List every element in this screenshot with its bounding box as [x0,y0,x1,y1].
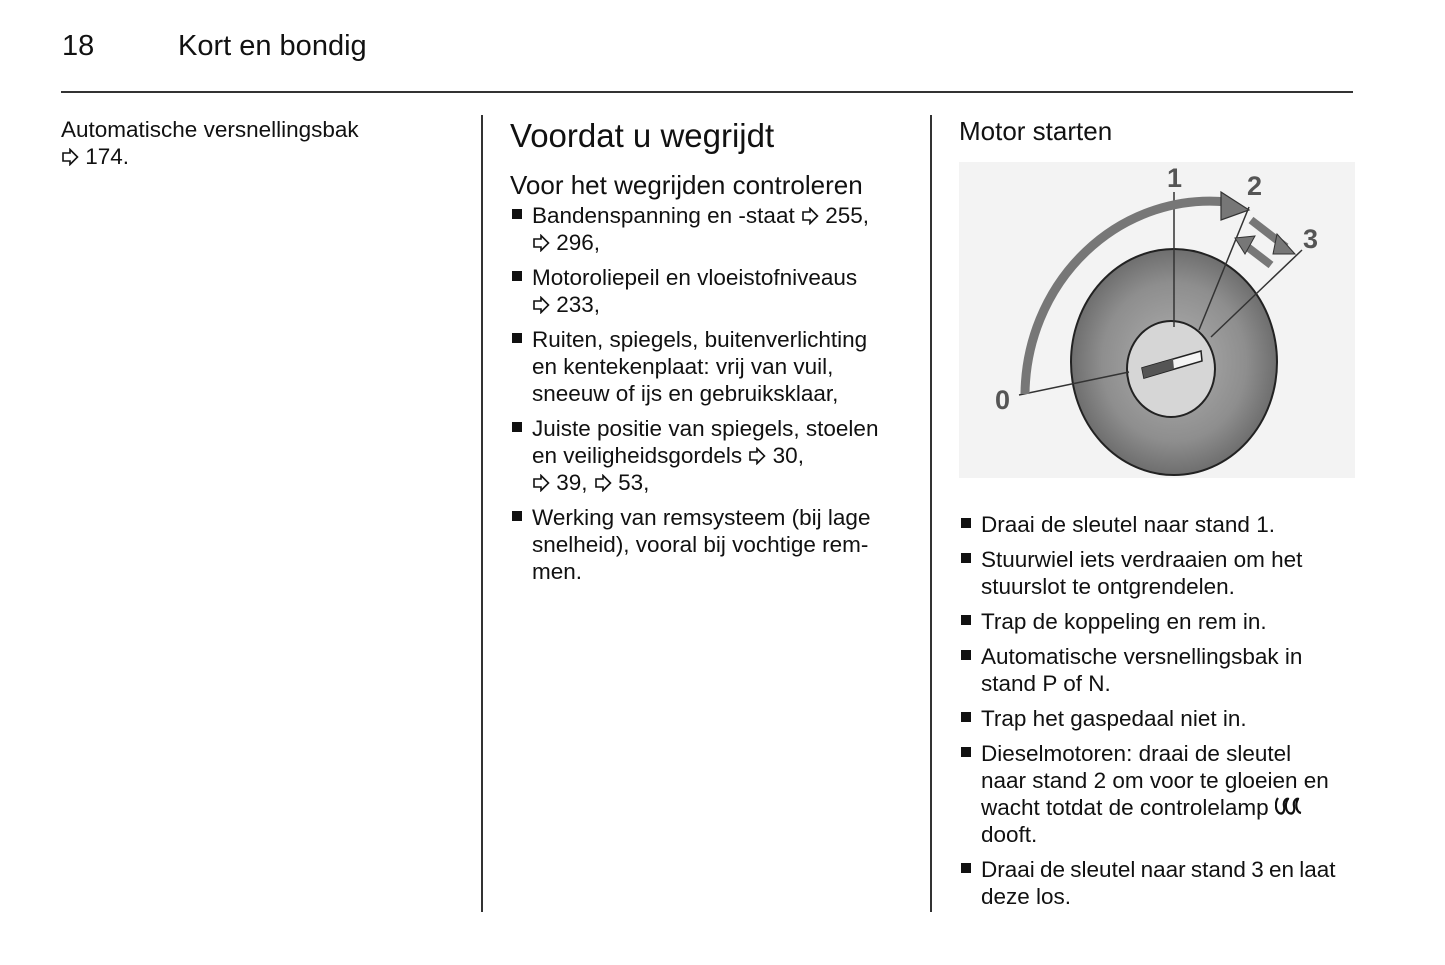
page-reference-link[interactable]: 255, [795,203,869,228]
bullet-icon [961,863,971,873]
bullet-icon [512,333,522,343]
bullet-icon [512,422,522,432]
page-reference-link[interactable]: 39, [532,470,588,495]
cross-reference-text [61,116,461,170]
reference-arrow-icon [594,474,612,492]
position-label-0: 0 [995,385,1011,415]
list-item: Ruiten, spiegels, buitenverlichting en kentekenplaat: vrij van vuil, sneeuw of ijs en gebruiksklaar, [510,326,915,407]
subsection-heading: Voor het wegrijden controleren [510,170,863,200]
position-label-2: 2 [1247,171,1263,201]
column-2 [510,116,915,593]
glow-plug-icon [1275,796,1303,816]
bullet-icon [512,209,522,219]
bullet-icon [961,712,971,722]
reference-arrow-icon [532,234,550,252]
page-reference-link[interactable]: 233, [532,292,600,317]
section-heading: Voordat u wegrijdt [510,117,775,154]
instruction-list [959,511,1359,910]
reference-arrow-icon [61,148,79,166]
list-item: Juiste positie van spiegels, stoelen en veiligheidsgordels 30, 39, 53, [510,415,915,496]
list-item: Dieselmotoren: draai de sleutel naar stand 2 om voor te gloeien en wacht totdat de controlelamp dooft. [959,740,1359,848]
page-number: 18 [62,30,95,62]
bullet-icon [961,615,971,625]
ignition-illustration [959,162,1355,478]
position-label-1: 1 [1167,163,1183,193]
list-item: Draai de sleutel naar stand 3 en laat deze los. [959,856,1359,910]
reference-arrow-icon [532,474,550,492]
page-reference-link[interactable]: 53, [594,470,650,495]
position-label-3: 3 [1303,224,1319,254]
column-divider-2 [930,115,932,912]
list-item: Automatische versnellingsbak in stand P of N. [959,643,1359,697]
bullet-icon [961,518,971,528]
bullet-icon [961,650,971,660]
column-3 [959,116,1359,918]
page-reference-link[interactable]: 174. [61,144,129,169]
page-reference-link[interactable]: 296, [532,230,600,255]
list-item: Bandenspanning en -staat 255, 296, [510,202,915,256]
reference-label: Automatische versnellingsbak [61,117,359,142]
ignition-switch-diagram [959,162,1355,478]
bullet-icon [512,271,522,281]
list-item: Motoroliepeil en vloeistofniveaus 233, [510,264,915,318]
reference-arrow-icon [801,207,819,225]
list-item: Trap de koppeling en rem in. [959,608,1359,635]
page-title: Kort en bondig [178,30,367,62]
list-item: Trap het gaspedaal niet in. [959,705,1359,732]
list-item: Draai de sleutel naar stand 1. [959,511,1359,538]
header-divider [61,91,1353,93]
list-item: Stuurwiel iets verdraaien om het stuurslot te ontgrendelen. [959,546,1359,600]
reference-arrow-icon [748,447,766,465]
column-divider-1 [481,115,483,912]
bullet-icon [961,747,971,757]
list-item: Werking van remsysteem (bij lage snelheid), vooral bij vochtige rem- men. [510,504,915,585]
page-reference-link[interactable]: 30, [742,443,804,468]
section-heading: Motor starten [959,116,1113,146]
bullet-icon [961,553,971,563]
checklist [510,202,915,585]
column-1 [61,116,461,170]
bullet-icon [512,511,522,521]
reference-arrow-icon [532,296,550,314]
